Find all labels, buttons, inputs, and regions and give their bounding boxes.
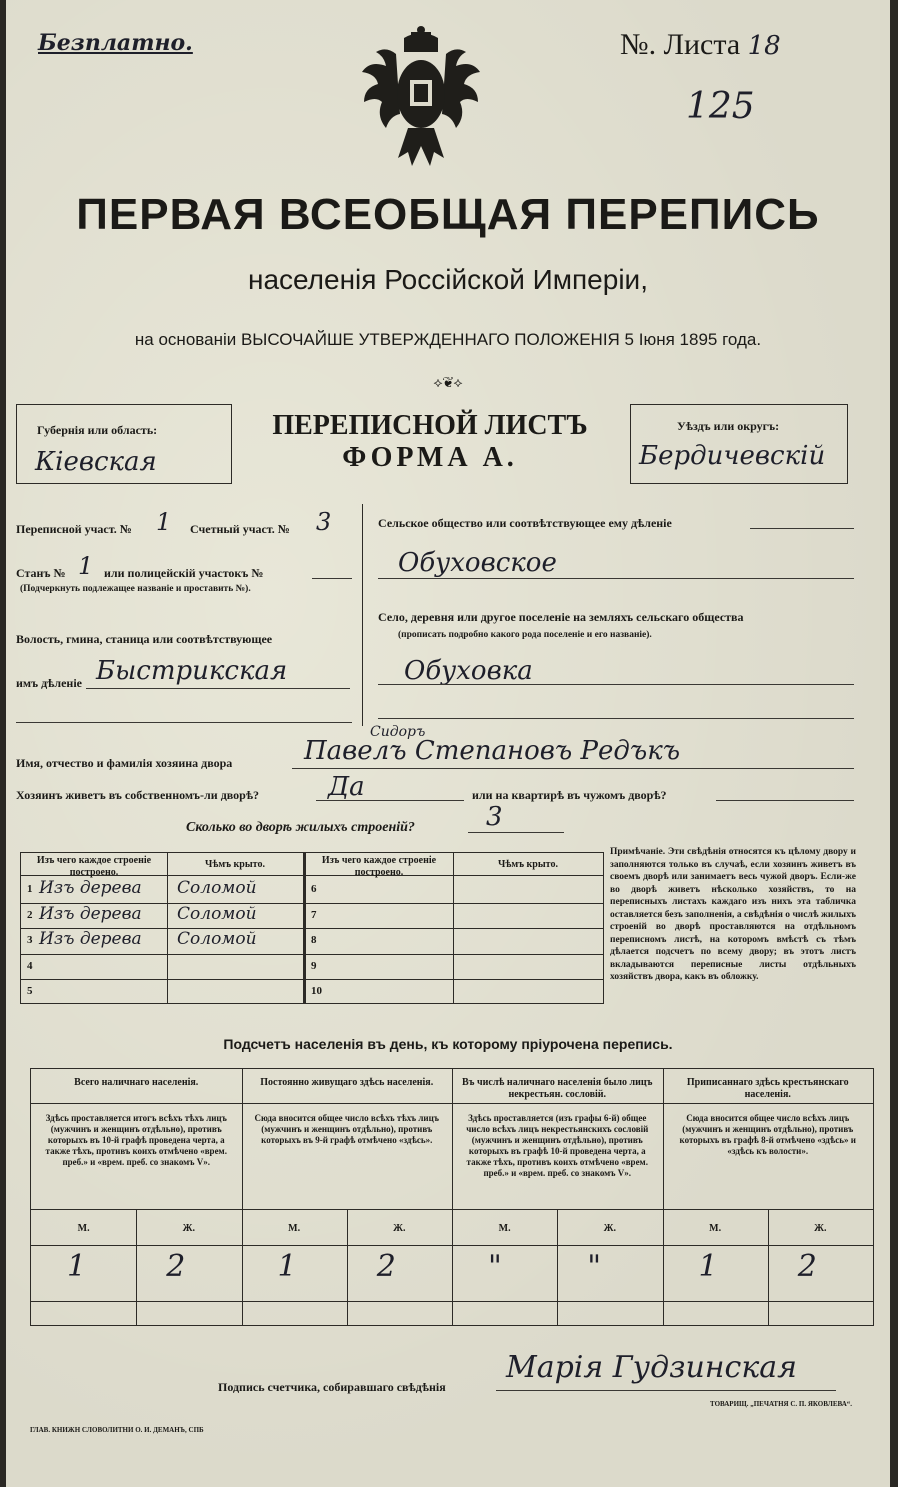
obshchestvo-value: Обуховское (398, 548, 557, 578)
pop-value-line (31, 1301, 873, 1302)
pop-head-line (31, 1103, 873, 1104)
volost-label: Волость, гмина, станица или соотвѣтствующее (16, 632, 273, 646)
obshchestvo-label: Сельское общество или соотвѣтствующее ему дѣленіе (378, 516, 672, 530)
basis-line: на основаніи ВЫСОЧАЙШЕ УТВЕРЖДЕННАГО ПОЛОЖЕНІЯ 5 Іюня 1895 года. (134, 330, 762, 349)
pop-f-label: Ж. (393, 1223, 406, 1234)
lives-value: Да (328, 772, 365, 802)
volost-label-2: имъ дѣленіе (16, 676, 82, 690)
handwritten-number: 125 (686, 86, 755, 127)
volost-value: Быстрикская (96, 656, 288, 686)
pop-m-label: М. (709, 1223, 722, 1234)
owner-name-above: Сидоръ (370, 724, 426, 740)
buildings-line (468, 832, 564, 833)
pop-m-value: " (488, 1249, 502, 1284)
pop-col-head: Постоянно живущаго здѣсь населенія. (260, 1077, 434, 1088)
pop-m-label: М. (498, 1223, 511, 1234)
pop-col-line (242, 1069, 243, 1325)
bt-head-material-left: Изъ чего каждое строеніе построено. (36, 855, 152, 878)
schet-uch-label: Счетный участ. № (190, 522, 290, 536)
bt-row-line (305, 954, 603, 955)
bt-row-number: 8 (311, 934, 317, 946)
bt-row-number: 9 (311, 959, 317, 972)
form-title: ПЕРЕПИСНОЙ ЛИСТЪ (272, 410, 588, 441)
buildings-table (20, 852, 604, 1004)
pop-desc-line (31, 1209, 873, 1210)
uezd-box (630, 404, 848, 484)
bt-head-material-right: Изъ чего каждое строеніе построено. (321, 855, 437, 878)
bt-row-line (21, 979, 303, 980)
signature-label: Подпись счетчика, собиравшаго свѣдѣнія (218, 1380, 446, 1394)
volost-extra-line (16, 722, 352, 723)
sheet-number-value: 18 (747, 31, 781, 61)
lives-line (316, 800, 464, 801)
printer-left: ГЛАВ. КНИЖН СЛОВОЛИТНИ О. И. ДЕМАНЪ, СПБ (30, 1426, 204, 1434)
free-label: Безплатно. (38, 30, 193, 56)
bt-row-number: 4 (27, 959, 33, 972)
obshchestvo-line-2 (378, 578, 854, 579)
bt-row-number: 1 (27, 883, 33, 895)
bt-row-number: 2 (27, 908, 33, 921)
bt-row-line (305, 979, 603, 980)
main-title: ПЕРВАЯ ВСЕОБЩАЯ ПЕРЕПИСЬ (76, 190, 820, 239)
guberniya-box (16, 404, 232, 484)
signature-line (496, 1390, 836, 1391)
lives-line-2 (716, 800, 854, 801)
pop-col-line (663, 1069, 664, 1325)
pop-m-label: М. (77, 1223, 90, 1234)
schet-uch-value: 3 (316, 508, 332, 536)
form-title-block (236, 404, 624, 482)
pop-f-value: 2 (166, 1249, 186, 1284)
bt-row-roof: Соломой (177, 903, 257, 924)
bt-row-number: 7 (311, 908, 317, 921)
stan-label: Станъ № (16, 566, 66, 580)
bt-row-material: Изъ дерева (39, 903, 142, 924)
pop-col-desc: Здѣсь проставляется итогъ всѣхъ тѣхъ лицъ (мужчинъ и женщинъ отдѣльно), противъ которыхъ въ 10-й графѣ проведена черта, а также тѣхъ, противъ коихъ отмѣчено «врем. преб.» и «врем. преб. со знакомъ V». (45, 1113, 227, 1167)
pop-col-line (452, 1069, 453, 1325)
uezd-value: Бердичевскій (639, 441, 826, 471)
selo-value: Обуховка (404, 656, 533, 686)
pop-col-desc: Сюда вносится общее число всѣхъ лицъ (мужчинъ и женщинъ отдѣльно), противъ которыхъ въ графѣ 8-й отмѣчено «здѣсь» и «здѣсь къ волости». (679, 1113, 856, 1156)
pop-mf-head-line (31, 1245, 873, 1246)
owner-name-label: Имя, отчество и фамилія хозяина двора (16, 756, 233, 770)
buildings-label: Сколько во дворѣ жилыхъ строеній? (186, 820, 415, 835)
pop-col-desc: Здѣсь проставляется (изъ графы 6-й) общее число всѣхъ лицъ некрестьянскихъ сословій (мужчинъ и женщинъ отдѣльно), противъ которыхъ въ графѣ 10-й проведена черта, а также тѣхъ, противъ коихъ отмѣчено «врем. преб.» и «врем. преб. со знакомъ V». (466, 1113, 649, 1178)
pop-m-value: 1 (698, 1249, 718, 1284)
pop-m-value: 1 (277, 1249, 297, 1284)
guberniya-value: Кіевская (35, 447, 157, 477)
volost-line (86, 688, 350, 689)
pop-f-label: Ж. (603, 1223, 617, 1234)
fields-divider (362, 504, 363, 726)
selo-line-2 (378, 718, 854, 719)
selo-note: (прописать подробно какого рода поселеніе и его названіе). (398, 630, 652, 640)
bt-row-material: Изъ дерева (39, 929, 142, 949)
bt-row-line (305, 903, 603, 904)
owner-name-value: Павелъ Степановъ Редъкъ (304, 736, 681, 766)
bt-head-roof-right: Чѣмъ крыто. (498, 859, 558, 870)
perepis-uch-value: 1 (156, 508, 172, 536)
sheet-number (620, 28, 781, 62)
selo-label: Село, деревня или другое поселеніе на земляхъ сельскаго общества (378, 610, 744, 624)
sheet-number-label: №. Листа (620, 28, 741, 61)
selo-line-1 (378, 684, 854, 685)
uezd-label: Уѣздъ или округъ: (677, 419, 780, 433)
main-subtitle: населенія Россійской Имперіи, (248, 264, 648, 295)
pop-f-value: " (587, 1249, 602, 1284)
pop-m-value: 1 (67, 1249, 87, 1284)
buildings-value: 3 (486, 802, 503, 832)
guberniya-label: Губернія или область: (37, 423, 158, 437)
pop-f-value: 2 (376, 1249, 396, 1284)
obshchestvo-line-1 (750, 528, 854, 529)
pop-m-label: М. (288, 1223, 301, 1234)
bt-head-roof-left: Чѣмъ крыто. (205, 859, 265, 870)
bt-row-number: 10 (311, 985, 322, 997)
printer-right: ТОВАРИЩ. „ПЕЧАТНЯ С. П. ЯКОВЛЕВА“. (710, 1400, 853, 1408)
pop-col-desc: Сюда вносится общее число всѣхъ тѣхъ лицъ (мужчинъ и женщинъ отдѣльно), противъ которыхъ въ 9-й графѣ отмѣчено «здѣсь». (254, 1113, 440, 1145)
population-title: Подсчетъ населенія въ день, къ которому пріурочена перепись. (223, 1036, 673, 1052)
imperial-eagle-emblem (356, 24, 486, 174)
police-note: (Подчеркнуть подлежащее названіе и проставить №). (20, 584, 251, 594)
bt-row-number: 6 (311, 883, 317, 895)
bt-row-material: Изъ дерева (39, 878, 142, 898)
pop-f-value: 2 (797, 1249, 817, 1284)
bt-row-roof: Соломой (177, 878, 257, 898)
bt-row-line (21, 954, 303, 955)
pop-col-head: Въ числѣ наличнаго населенія было лицъ некрестьян. сословій. (461, 1077, 653, 1100)
owner-name-line (292, 768, 854, 769)
population-table (30, 1068, 874, 1326)
pop-col-head: Приписаннаго здѣсь крестьянскаго населенія. (686, 1077, 849, 1100)
pop-f-label: Ж. (182, 1223, 196, 1234)
buildings-note: Примѣчаніе. Эти свѣдѣнія относятся къ цѣлому двору и заполняются только въ случаѣ, если хозяинъ живетъ въ своемъ дворѣ или занимаетъ весь чужой дворъ. Если-же во дворѣ живетъ нѣсколько хозяйствъ, то на переписныхъ листахъ каждаго изъ нихъ эта табличка оставляется безъ заполненія, а свѣдѣнія о числѣ жилыхъ строеній во дворѣ проставляются на отдѣльномъ переписномъ листѣ, на которомъ вмѣстѣ съ тѣмъ дѣлается подсчетъ по всему двору; въ этотъ листъ вкладываются переписные листы отдѣльныхъ хозяйствъ двора, какъ въ обложку. (610, 847, 856, 982)
bt-row-line (305, 928, 603, 929)
bt-row-number: 3 (27, 934, 33, 946)
bt-row-number: 5 (27, 985, 33, 997)
ornament: ⟡❦⟡ (433, 376, 463, 391)
pop-col-head: Всего наличнаго населенія. (74, 1077, 199, 1088)
police-label: или полицейскій участокъ № (104, 566, 264, 580)
bt-row-roof: Соломой (177, 929, 257, 949)
signature-value: Марія Гудзинская (506, 1350, 797, 1385)
pop-f-label: Ж. (814, 1223, 827, 1234)
perepis-uch-label: Переписной участ. № (16, 522, 132, 536)
police-line (312, 578, 352, 579)
stan-value: 1 (78, 552, 94, 580)
form-name: ФОРМА А. (342, 442, 518, 473)
lives-label: Хозяинъ живетъ въ собственномъ-ли дворѣ? (16, 788, 260, 802)
census-sheet (6, 0, 890, 1487)
lives-label-2: или на квартирѣ въ чужомъ дворѣ? (472, 788, 667, 802)
